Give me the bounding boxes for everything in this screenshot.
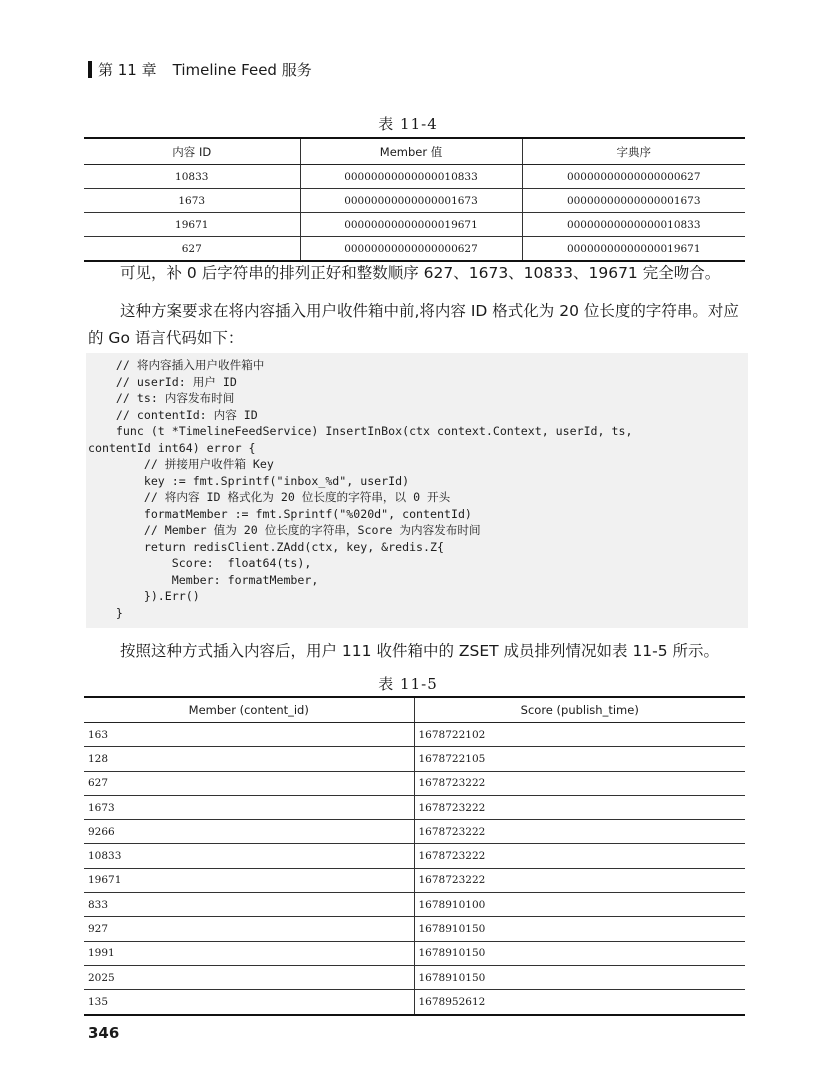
- table-row: [84, 723, 745, 747]
- table-cell: 627: [84, 771, 414, 795]
- table-cell: 1678910150: [414, 917, 745, 941]
- table-cell: 19671: [84, 213, 300, 237]
- table-cell: 00000000000000010833: [522, 213, 745, 237]
- table-cell: 927: [84, 917, 414, 941]
- header-bar: [88, 61, 92, 78]
- table-cell: 1678952612: [414, 990, 745, 1015]
- table-row: [84, 237, 745, 262]
- code-line: Score: float64(ts),: [88, 556, 312, 570]
- code-line: // 将内容 ID 格式化为 20 位长度的字符串，以 0 开头: [88, 490, 451, 504]
- table-11-4-caption: 表 11-4: [378, 115, 438, 133]
- table-cell: 1678910150: [414, 965, 745, 989]
- table-cell: 1678722105: [414, 747, 745, 771]
- table-row: [84, 965, 745, 989]
- table-cell: 1678723222: [414, 771, 745, 795]
- table-row: [84, 165, 745, 189]
- table-cell: 10833: [84, 844, 414, 868]
- table-row: [84, 189, 745, 213]
- table-cell: 833: [84, 893, 414, 917]
- table-cell: 00000000000000010833: [300, 165, 522, 189]
- table-11-5-caption: 表 11-5: [378, 675, 438, 693]
- table-cell: 00000000000000019671: [522, 237, 745, 262]
- code-line: Member: formatMember,: [88, 572, 319, 587]
- code-line: }: [88, 605, 123, 620]
- code-line: // Member 值为 20 位长度的字符串，Score 为内容发布时间: [88, 523, 481, 537]
- table-cell: 1991: [84, 941, 414, 965]
- table-11-4: [84, 137, 745, 262]
- column-header: 内容 ID: [84, 138, 300, 165]
- table-header-row: [84, 697, 745, 723]
- table-cell: 00000000000000019671: [300, 213, 522, 237]
- table-cell: 2025: [84, 965, 414, 989]
- table-row: [84, 820, 745, 844]
- table-cell: 00000000000000001673: [300, 189, 522, 213]
- code-line: }).Err(): [88, 589, 200, 603]
- table-cell: 00000000000000000627: [522, 165, 745, 189]
- table-row: [84, 893, 745, 917]
- paragraph-zset-ordering: 按照这种方式插入内容后，用户 111 收件箱中的 ZSET 成员排列情况如表 11-5 所示。: [120, 642, 720, 660]
- running-header: [88, 58, 312, 80]
- code-line: // contentId: 内容 ID: [88, 407, 258, 422]
- code-block: [86, 353, 748, 628]
- table-header-row: [84, 138, 745, 165]
- table-row: [84, 795, 745, 819]
- table-cell: 1678723222: [414, 868, 745, 892]
- table-cell: 627: [84, 237, 300, 262]
- column-header: 字典序: [522, 138, 745, 165]
- paragraph-zero-padding-result: 可见，补 0 后字符串的排列正好和整数顺序 627、1673、10833、19671 完全吻合。: [120, 264, 721, 282]
- table-cell: 1678722102: [414, 723, 745, 747]
- code-line: // 将内容插入用户收件箱中: [88, 358, 265, 372]
- code-line: // 拼接用户收件箱 Key: [88, 457, 274, 471]
- column-header: Score (publish_time): [414, 697, 745, 723]
- table-row: [84, 213, 745, 237]
- page-number: 346: [88, 1024, 120, 1042]
- chapter-title: Timeline Feed 服务: [172, 60, 312, 79]
- table-cell: 1678723222: [414, 820, 745, 844]
- table-row: [84, 844, 745, 868]
- code-listing: [86, 353, 748, 621]
- table-cell: 163: [84, 723, 414, 747]
- code-line: // userId: 用户 ID: [88, 374, 237, 389]
- table-row: [84, 747, 745, 771]
- code-line: // ts: 内容发布时间: [88, 391, 235, 405]
- table-row: [84, 771, 745, 795]
- table-cell: 1673: [84, 189, 300, 213]
- code-line: func (t *TimelineFeedService) InsertInBox(ctx context.Context, userId, ts,: [88, 424, 633, 438]
- table-cell: 1678723222: [414, 844, 745, 868]
- table-cell: 00000000000000000627: [300, 237, 522, 262]
- column-header: Member 值: [300, 138, 522, 165]
- table-11-5: [84, 696, 745, 1016]
- table-cell: 10833: [84, 165, 300, 189]
- table-cell: 1678723222: [414, 795, 745, 819]
- table-cell: 9266: [84, 820, 414, 844]
- table-cell: 00000000000000001673: [522, 189, 745, 213]
- column-header: Member (content_id): [84, 697, 414, 723]
- table-cell: 1678910150: [414, 941, 745, 965]
- table-cell: 128: [84, 747, 414, 771]
- table-row: [84, 868, 745, 892]
- table-cell: 19671: [84, 868, 414, 892]
- code-line: formatMember := fmt.Sprintf("%020d", contentId): [88, 506, 472, 521]
- chapter-number: 第 11 章: [98, 60, 157, 79]
- code-line: return redisClient.ZAdd(ctx, key, &redis.Z{: [88, 539, 444, 554]
- table-row: [84, 990, 745, 1015]
- code-line: key := fmt.Sprintf("inbox_%d", userId): [88, 473, 410, 488]
- table-cell: 135: [84, 990, 414, 1015]
- paragraph-format-requirement: 这种方案要求在将内容插入用户收件箱中前,将内容 ID 格式化为 20 位长度的字符串。对应的 Go 语言代码如下：: [88, 302, 739, 347]
- code-line: contentId int64) error {: [88, 440, 256, 455]
- table-cell: 1673: [84, 795, 414, 819]
- table-row: [84, 917, 745, 941]
- table-row: [84, 941, 745, 965]
- table-cell: 1678910100: [414, 893, 745, 917]
